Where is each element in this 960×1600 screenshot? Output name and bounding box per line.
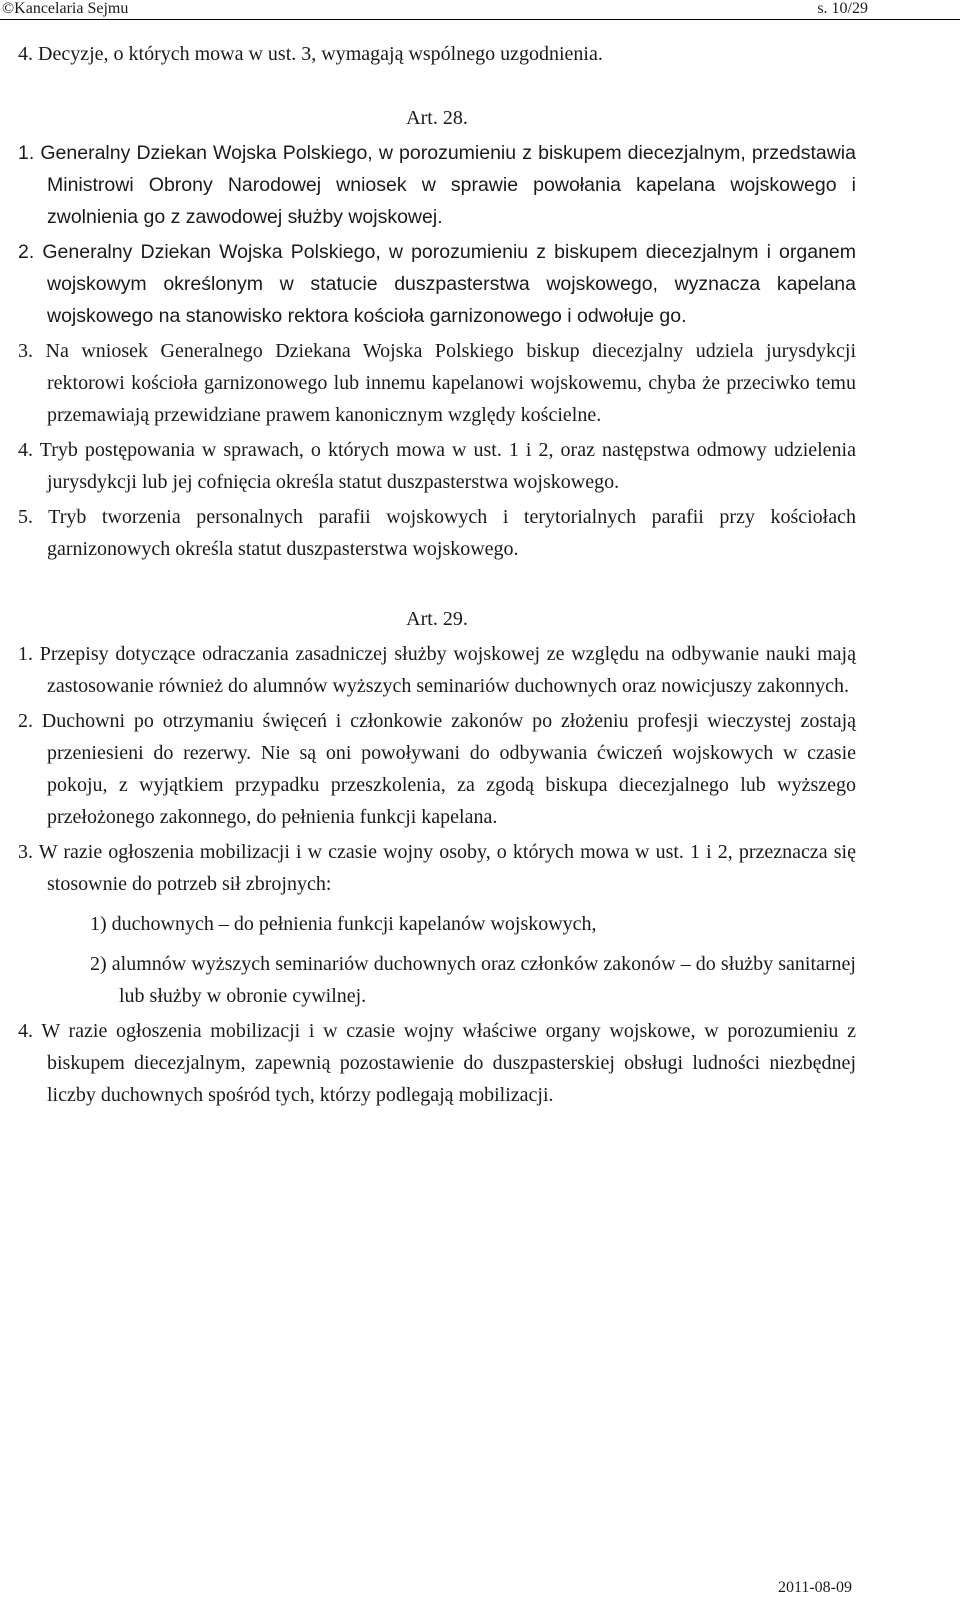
document-body <box>18 38 856 1111</box>
art29-paragraph-2: 2. Duchowni po otrzymaniu święceń i członkowie zakonów po złożeniu profesji wieczystej zostają przeniesieni do rezerwy. Nie są oni powoływani do odbywania ćwiczeń wojskowych w czasie pokoju, z wyjątkiem przypadku przeszkolenia, za zgodą biskupa diecezjalnego lub wyższego przełożonego zakonnego, do pełnienia funkcji kapelana. <box>18 710 856 828</box>
art28-paragraph-5: 5. Tryb tworzenia personalnych parafii wojskowych i terytorialnych parafii przy kościołach garnizonowych określa statut duszpasterstwa wojskowego. <box>18 506 856 560</box>
art28-paragraph-2: 2. Generalny Dziekan Wojska Polskiego, w porozumieniu z biskupem diecezjalnym i organem wojskowym określonym w statucie duszpasterstwa wojskowego, wyznacza kapelana wojskowego na stanowisko rektora kościoła garnizonowego i odwołuje go. <box>18 241 856 327</box>
footer-date: 2011-08-09 <box>777 1579 852 1596</box>
article-28-title: Art. 28. <box>406 107 468 129</box>
art28-paragraph-4: 4. Tryb postępowania w sprawach, o których mowa w ust. 1 i 2, oraz następstwa odmowy udzielenia jurysdykcji lub jej cofnięcia określa statut duszpasterstwa wojskowego. <box>18 439 856 493</box>
art29-item-list <box>18 908 856 1012</box>
art29-paragraph-1: 1. Przepisy dotyczące odraczania zasadniczej służby wojskowej ze względu na odbywanie nauki mają zastosowanie również do alumnów wyższych seminariów duchownych oraz nowicjuszy zakonnych. <box>18 643 856 697</box>
art28-paragraph-3: 3. Na wniosek Generalnego Dziekana Wojska Polskiego biskup diecezjalny udziela jurysdykcji rektorowi kościoła garnizonowego lub innemu kapelanowi wojskowemu, chyba że przeciwko temu przemawiają przewidziane prawem kanonicznym względy kościelne. <box>18 340 856 426</box>
art29-item-1: 1) duchownych – do pełnienia funkcji kapelanów wojskowych, <box>90 913 597 935</box>
art29-item-2: 2) alumnów wyższych seminariów duchownych oraz członków zakonów – do służby sanitarnej lub służby w obronie cywilnej. <box>90 953 856 1007</box>
art28-paragraph-1: 1. Generalny Dziekan Wojska Polskiego, w porozumieniu z biskupem diecezjalnym, przedstawia Ministrowi Obrony Narodowej wniosek w sprawie powołania kapelana wojskowego i zwolnienia go z zawodowej służby wojskowej. <box>18 142 856 228</box>
copyright-label: ©Kancelaria Sejmu <box>2 0 129 17</box>
lead-paragraph: 4. Decyzje, o których mowa w ust. 3, wymagają wspólnego uzgodnienia. <box>18 43 603 65</box>
page-number: s. 10/29 <box>817 0 868 17</box>
article-29-title: Art. 29. <box>406 608 468 630</box>
page-header <box>0 0 960 22</box>
art29-paragraph-4: 4. W razie ogłoszenia mobilizacji i w czasie wojny właściwe organy wojskowe, w porozumieniu z biskupem diecezjalnym, zapewnią pozostawienie do duszpasterskiej obsługi ludności niezbędnej liczby duchownych spośród tych, którzy podlegają mobilizacji. <box>18 1020 856 1106</box>
header-divider <box>0 19 960 20</box>
art29-paragraph-3: 3. W razie ogłoszenia mobilizacji i w czasie wojny osoby, o których mowa w ust. 1 i 2, przeznacza się stosownie do potrzeb sił zbrojnych: <box>18 841 856 895</box>
